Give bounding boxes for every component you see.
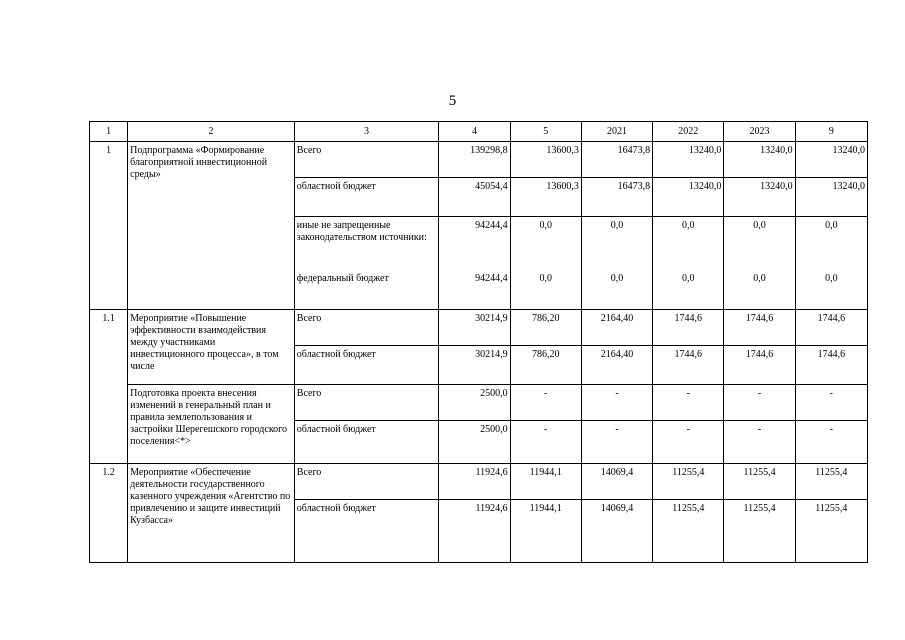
value-cell: 13600,3 bbox=[510, 178, 581, 217]
funding-source: областной бюджет bbox=[294, 500, 439, 563]
value-cell: 0,0 bbox=[724, 270, 795, 310]
value-cell: - bbox=[510, 385, 581, 421]
header-cell: 1 bbox=[90, 122, 128, 142]
value-cell: 1744,6 bbox=[795, 346, 867, 385]
funding-source: федеральный бюджет bbox=[294, 270, 439, 310]
header-cell: 2023 bbox=[724, 122, 795, 142]
funding-source: областной бюджет bbox=[294, 421, 439, 464]
row-number: 1.2 bbox=[90, 464, 128, 563]
funding-source: иные не запрещенные законодательством источники: bbox=[294, 217, 439, 271]
value-cell: 16473,8 bbox=[581, 178, 652, 217]
funding-source: Всего bbox=[294, 142, 439, 178]
value-cell: 1744,6 bbox=[724, 310, 795, 346]
value-cell: 94244,4 bbox=[439, 217, 510, 271]
value-cell: 2500,0 bbox=[439, 385, 510, 421]
value-cell: 13240,0 bbox=[724, 142, 795, 178]
value-cell: 14069,4 bbox=[581, 464, 652, 500]
table-row bbox=[90, 310, 868, 346]
value-cell: 786,20 bbox=[510, 310, 581, 346]
budget-table bbox=[89, 121, 868, 563]
value-cell: - bbox=[795, 421, 867, 464]
value-cell: 0,0 bbox=[653, 217, 724, 271]
value-cell: 1744,6 bbox=[724, 346, 795, 385]
header-row bbox=[90, 122, 868, 142]
value-cell: 0,0 bbox=[510, 270, 581, 310]
page-number: 5 bbox=[448, 93, 457, 109]
value-cell: 0,0 bbox=[724, 217, 795, 271]
row-number: 1.1 bbox=[90, 310, 128, 464]
value-cell: 0,0 bbox=[795, 217, 867, 271]
value-cell: 0,0 bbox=[581, 270, 652, 310]
header-cell: 9 bbox=[795, 122, 867, 142]
value-cell: 2500,0 bbox=[439, 421, 510, 464]
value-cell: - bbox=[510, 421, 581, 464]
value-cell: - bbox=[581, 421, 652, 464]
funding-source: Всего bbox=[294, 464, 439, 500]
value-cell: 0,0 bbox=[653, 270, 724, 310]
value-cell: 11255,4 bbox=[724, 464, 795, 500]
value-cell: 2164,40 bbox=[581, 346, 652, 385]
value-cell: 13600,3 bbox=[510, 142, 581, 178]
value-cell: 786,20 bbox=[510, 346, 581, 385]
value-cell: 11944,1 bbox=[510, 500, 581, 563]
value-cell: - bbox=[795, 385, 867, 421]
value-cell: 0,0 bbox=[510, 217, 581, 271]
value-cell: 11944,1 bbox=[510, 464, 581, 500]
value-cell: - bbox=[724, 385, 795, 421]
value-cell: 11924,6 bbox=[439, 500, 510, 563]
value-cell: 13240,0 bbox=[795, 142, 867, 178]
funding-source: областной бюджет bbox=[294, 346, 439, 385]
value-cell: - bbox=[581, 385, 652, 421]
value-cell: 13240,0 bbox=[795, 178, 867, 217]
value-cell: 11255,4 bbox=[653, 500, 724, 563]
value-cell: 94244,4 bbox=[439, 270, 510, 310]
header-cell: 3 bbox=[294, 122, 439, 142]
sub-measure-title: Подготовка проекта внесения изменений в генеральный план и правила землепользования и застройки Шерегешского городского поселения<*> bbox=[128, 385, 295, 464]
funding-source: областной бюджет bbox=[294, 178, 439, 217]
value-cell: 0,0 bbox=[795, 270, 867, 310]
value-cell: 11255,4 bbox=[795, 464, 867, 500]
measure-title: Подпрограмма «Формирование благоприятной инвестиционной среды» bbox=[128, 142, 295, 310]
value-cell: 1744,6 bbox=[653, 346, 724, 385]
value-cell: - bbox=[724, 421, 795, 464]
header-cell: 5 bbox=[510, 122, 581, 142]
value-cell: 11255,4 bbox=[653, 464, 724, 500]
value-cell: 11255,4 bbox=[724, 500, 795, 563]
value-cell: 2164,40 bbox=[581, 310, 652, 346]
value-cell: 0,0 bbox=[581, 217, 652, 271]
table-row bbox=[90, 464, 868, 500]
value-cell: 45054,4 bbox=[439, 178, 510, 217]
value-cell: 30214,9 bbox=[439, 310, 510, 346]
measure-title: Мероприятие «Повышение эффективности взаимодействия между участниками инвестиционного процесса», в том числе bbox=[128, 310, 295, 385]
value-cell: 13240,0 bbox=[724, 178, 795, 217]
funding-source: Всего bbox=[294, 385, 439, 421]
funding-source: Всего bbox=[294, 310, 439, 346]
header-cell: 2021 bbox=[581, 122, 652, 142]
value-cell: 11924,6 bbox=[439, 464, 510, 500]
value-cell: 16473,8 bbox=[581, 142, 652, 178]
table-row bbox=[90, 385, 868, 421]
table-row bbox=[90, 142, 868, 178]
row-number: 1 bbox=[90, 142, 128, 310]
value-cell: 1744,6 bbox=[653, 310, 724, 346]
value-cell: 139298,8 bbox=[439, 142, 510, 178]
value-cell: 1744,6 bbox=[795, 310, 867, 346]
value-cell: - bbox=[653, 385, 724, 421]
value-cell: 13240,0 bbox=[653, 178, 724, 217]
header-cell: 4 bbox=[439, 122, 510, 142]
measure-title: Мероприятие «Обеспечение деятельности государственного казенного учреждения «Агентство по привлечению и защите инвестиций Кузбасса» bbox=[128, 464, 295, 563]
header-cell: 2022 bbox=[653, 122, 724, 142]
value-cell: 11255,4 bbox=[795, 500, 867, 563]
value-cell: 14069,4 bbox=[581, 500, 652, 563]
header-cell: 2 bbox=[128, 122, 295, 142]
value-cell: 30214,9 bbox=[439, 346, 510, 385]
value-cell: 13240,0 bbox=[653, 142, 724, 178]
value-cell: - bbox=[653, 421, 724, 464]
